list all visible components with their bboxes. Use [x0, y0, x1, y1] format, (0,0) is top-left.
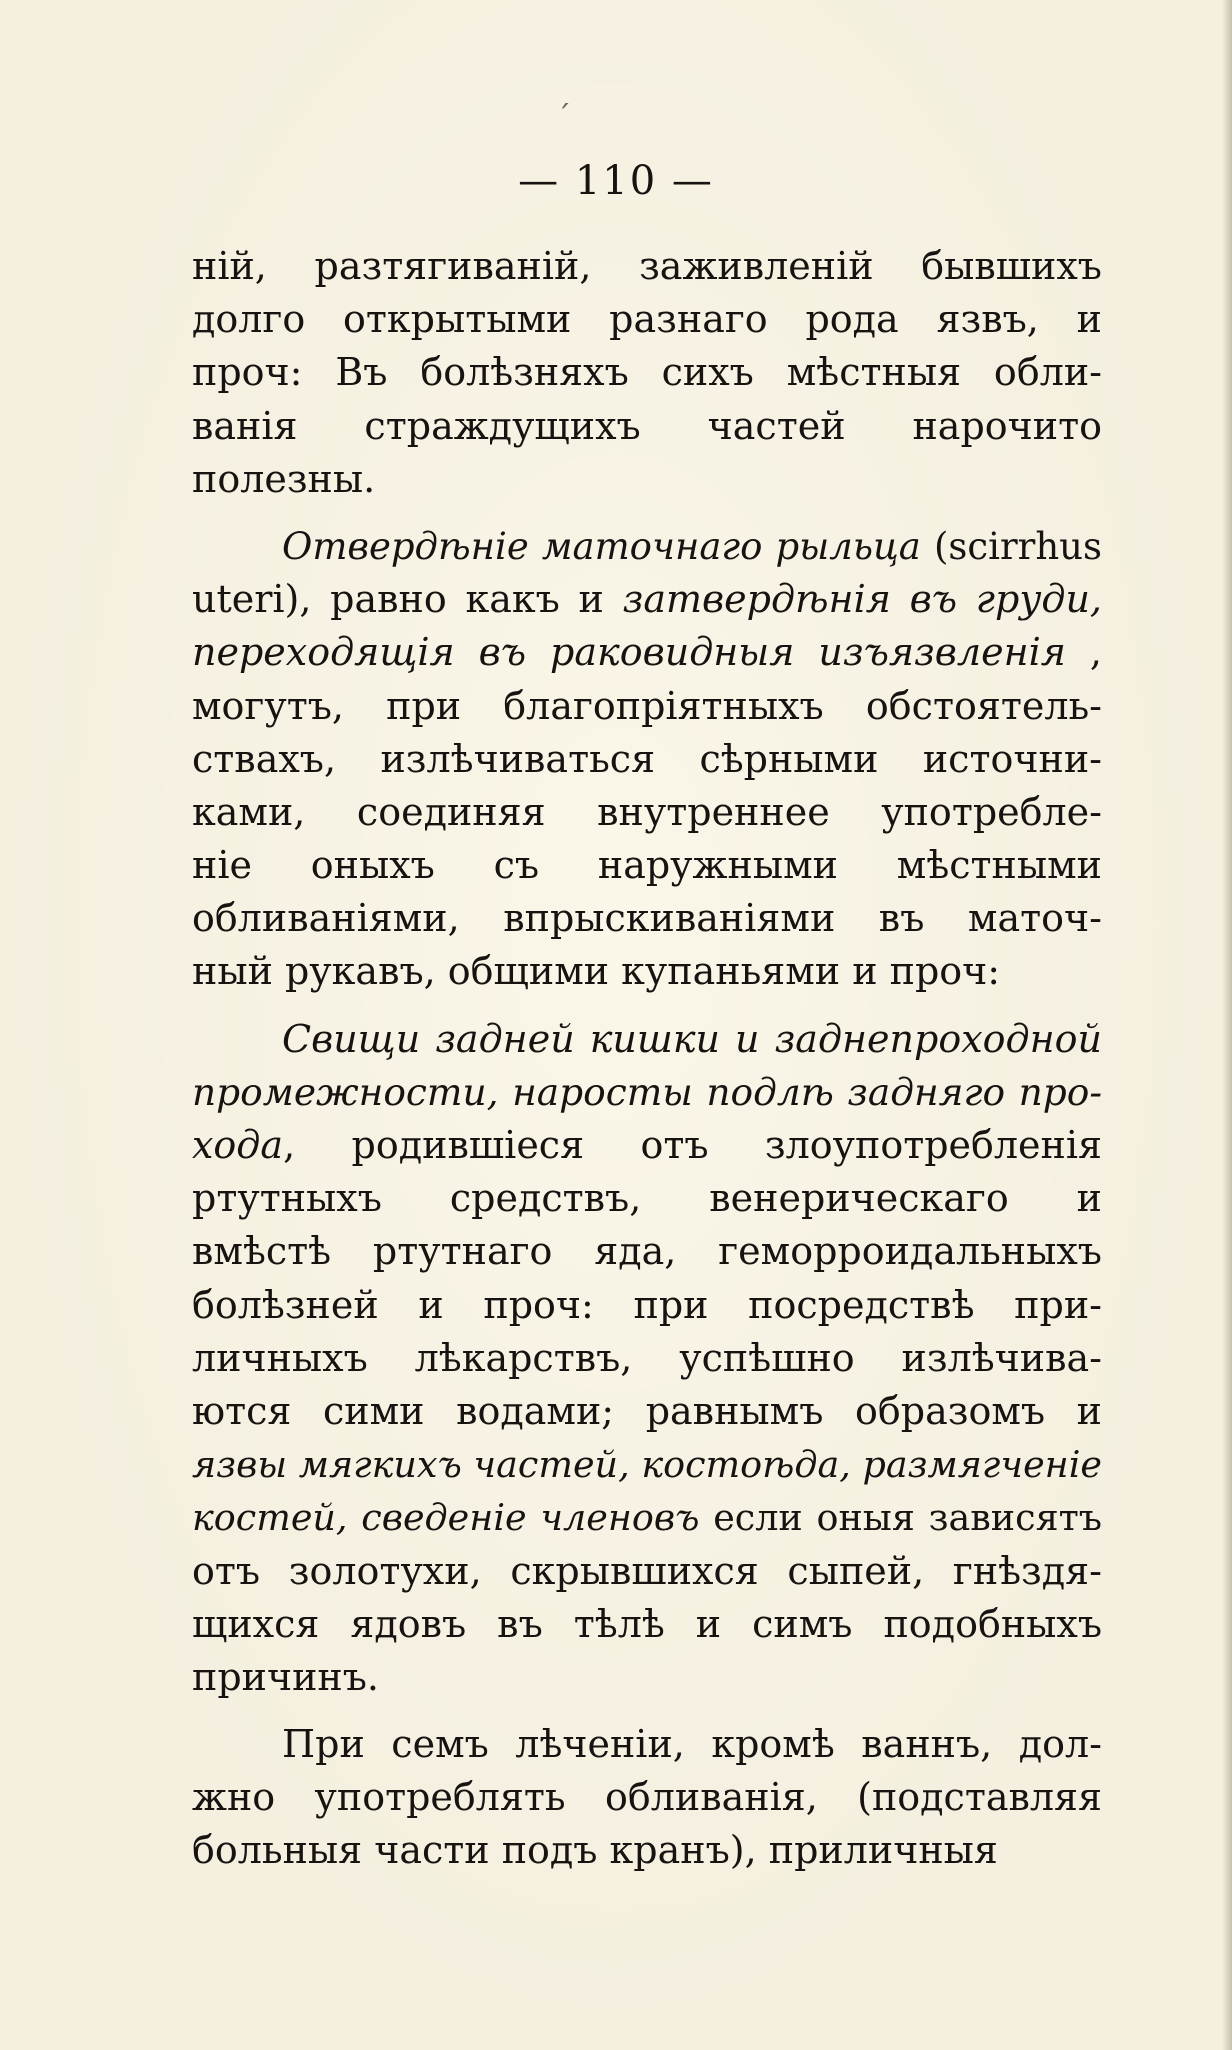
text-segment: ются сими водами; равнымъ образомъ и: [192, 1388, 1102, 1433]
text-segment: могутъ, при благопріятныхъ обстоятель-: [192, 683, 1102, 728]
text-line: [192, 680, 1102, 733]
page-edge-shadow: [1222, 0, 1232, 2050]
text-segment: ртутныхъ средствъ, венерическаго и: [192, 1176, 1102, 1221]
text-segment: отъ золотухи, скрывшихся сыпей, гнѣздя-: [192, 1548, 1102, 1593]
paragraph-gap: [192, 999, 1102, 1013]
text-line: [192, 240, 1102, 293]
text-line: [192, 1438, 1102, 1491]
text-segment: ніе оныхъ съ наружными мѣстными: [192, 843, 1102, 888]
text-segment: щихся ядовъ въ тѣлѣ и симъ подобныхъ: [192, 1601, 1102, 1646]
text-line: [192, 1545, 1102, 1598]
text-line: [192, 1598, 1102, 1651]
text-segment: ванія страждущихъ частей нарочито: [192, 403, 1102, 448]
italic-segment: Свищи задней кишки и заднепроходной: [282, 1016, 1102, 1061]
text-line: [192, 1385, 1102, 1438]
italic-segment: Отвердѣніе маточнаго рыльца: [282, 524, 921, 568]
text-segment: ками, соединяя внутреннее употребле-: [192, 789, 1102, 834]
paragraph-gap: [192, 506, 1102, 520]
text-line: [192, 892, 1102, 945]
text-line: [192, 1119, 1102, 1172]
italic-segment: хода: [192, 1123, 284, 1167]
text-segment: (scirrhus: [920, 524, 1102, 568]
text-line: [192, 346, 1102, 399]
text-segment: ствахъ, излѣчиваться сѣрными источни-: [192, 736, 1102, 781]
text-line: [192, 839, 1102, 892]
text-line: [192, 786, 1102, 839]
body-text: [192, 240, 1102, 1878]
text-segment: личныхъ лѣкарствъ, успѣшно излѣчива-: [192, 1335, 1102, 1380]
paragraph: [192, 1013, 1102, 1704]
italic-segment: язвы мягкихъ частей, костоѣда, размягченіе: [192, 1443, 1102, 1487]
text-line: [192, 1718, 1102, 1771]
text-line: [192, 1225, 1102, 1278]
text-segment: долго открытыми разнаго рода язвъ, и: [192, 297, 1102, 342]
ink-speck: ˊ: [556, 100, 571, 135]
text-line: [192, 1491, 1102, 1544]
italic-segment: переходящія въ раковидныя изъязвленія: [192, 630, 1066, 675]
text-segment: , родившіеся отъ злоупотребленія: [283, 1123, 1102, 1167]
text-line: [192, 1771, 1102, 1824]
text-segment: uteri), равно какъ и: [192, 577, 623, 622]
paragraph: [192, 520, 1102, 999]
text-segment: полезны.: [192, 456, 376, 501]
text-segment: ,: [1065, 630, 1102, 675]
text-line: [192, 1172, 1102, 1225]
italic-segment: затвердѣнія въ груди,: [622, 577, 1102, 622]
text-line: [192, 573, 1102, 626]
text-line: [192, 1279, 1102, 1332]
text-line: [192, 945, 1102, 998]
text-line: [192, 626, 1102, 679]
text-line: [192, 733, 1102, 786]
text-segment: ній, разтягиваній, заживленій бывшихъ: [192, 244, 1102, 288]
text-segment: жно употреблять обливанія, (подставляя: [192, 1775, 1102, 1820]
italic-segment: промежности, наросты подлѣ задняго про-: [192, 1069, 1102, 1114]
text-segment: При семъ лѣченіи, кромѣ ваннъ, дол-: [282, 1722, 1102, 1767]
text-line: [192, 453, 1102, 506]
text-line: [192, 1651, 1102, 1704]
text-segment: проч: Въ болѣзняхъ сихъ мѣстныя обли-: [192, 350, 1102, 395]
text-line: [192, 1332, 1102, 1385]
text-line: [192, 293, 1102, 346]
paragraph-gap: [192, 1704, 1102, 1718]
page-number: — 110 —: [518, 158, 714, 204]
paragraph: [192, 1718, 1102, 1878]
text-line: [192, 520, 1102, 573]
text-line: [192, 400, 1102, 453]
text-line: [192, 1066, 1102, 1119]
text-line: [192, 1013, 1102, 1066]
text-segment: причинъ.: [192, 1654, 380, 1699]
text-segment: если оныя зависятъ: [699, 1496, 1102, 1540]
text-line: [192, 1824, 1102, 1877]
text-segment: обливаніями, впрыскиваніями въ маточ-: [192, 896, 1102, 941]
text-segment: ный рукавъ, общими купаньями и проч:: [192, 949, 1001, 994]
paragraph: [192, 240, 1102, 506]
text-segment: болѣзней и проч: при посредствѣ при-: [192, 1282, 1102, 1327]
text-segment: больныя части подъ кранъ), приличныя: [192, 1828, 998, 1873]
italic-segment: костей, сведеніе членовъ: [192, 1496, 700, 1540]
text-segment: вмѣстѣ ртутнаго яда, геморроидальныхъ: [192, 1229, 1102, 1274]
